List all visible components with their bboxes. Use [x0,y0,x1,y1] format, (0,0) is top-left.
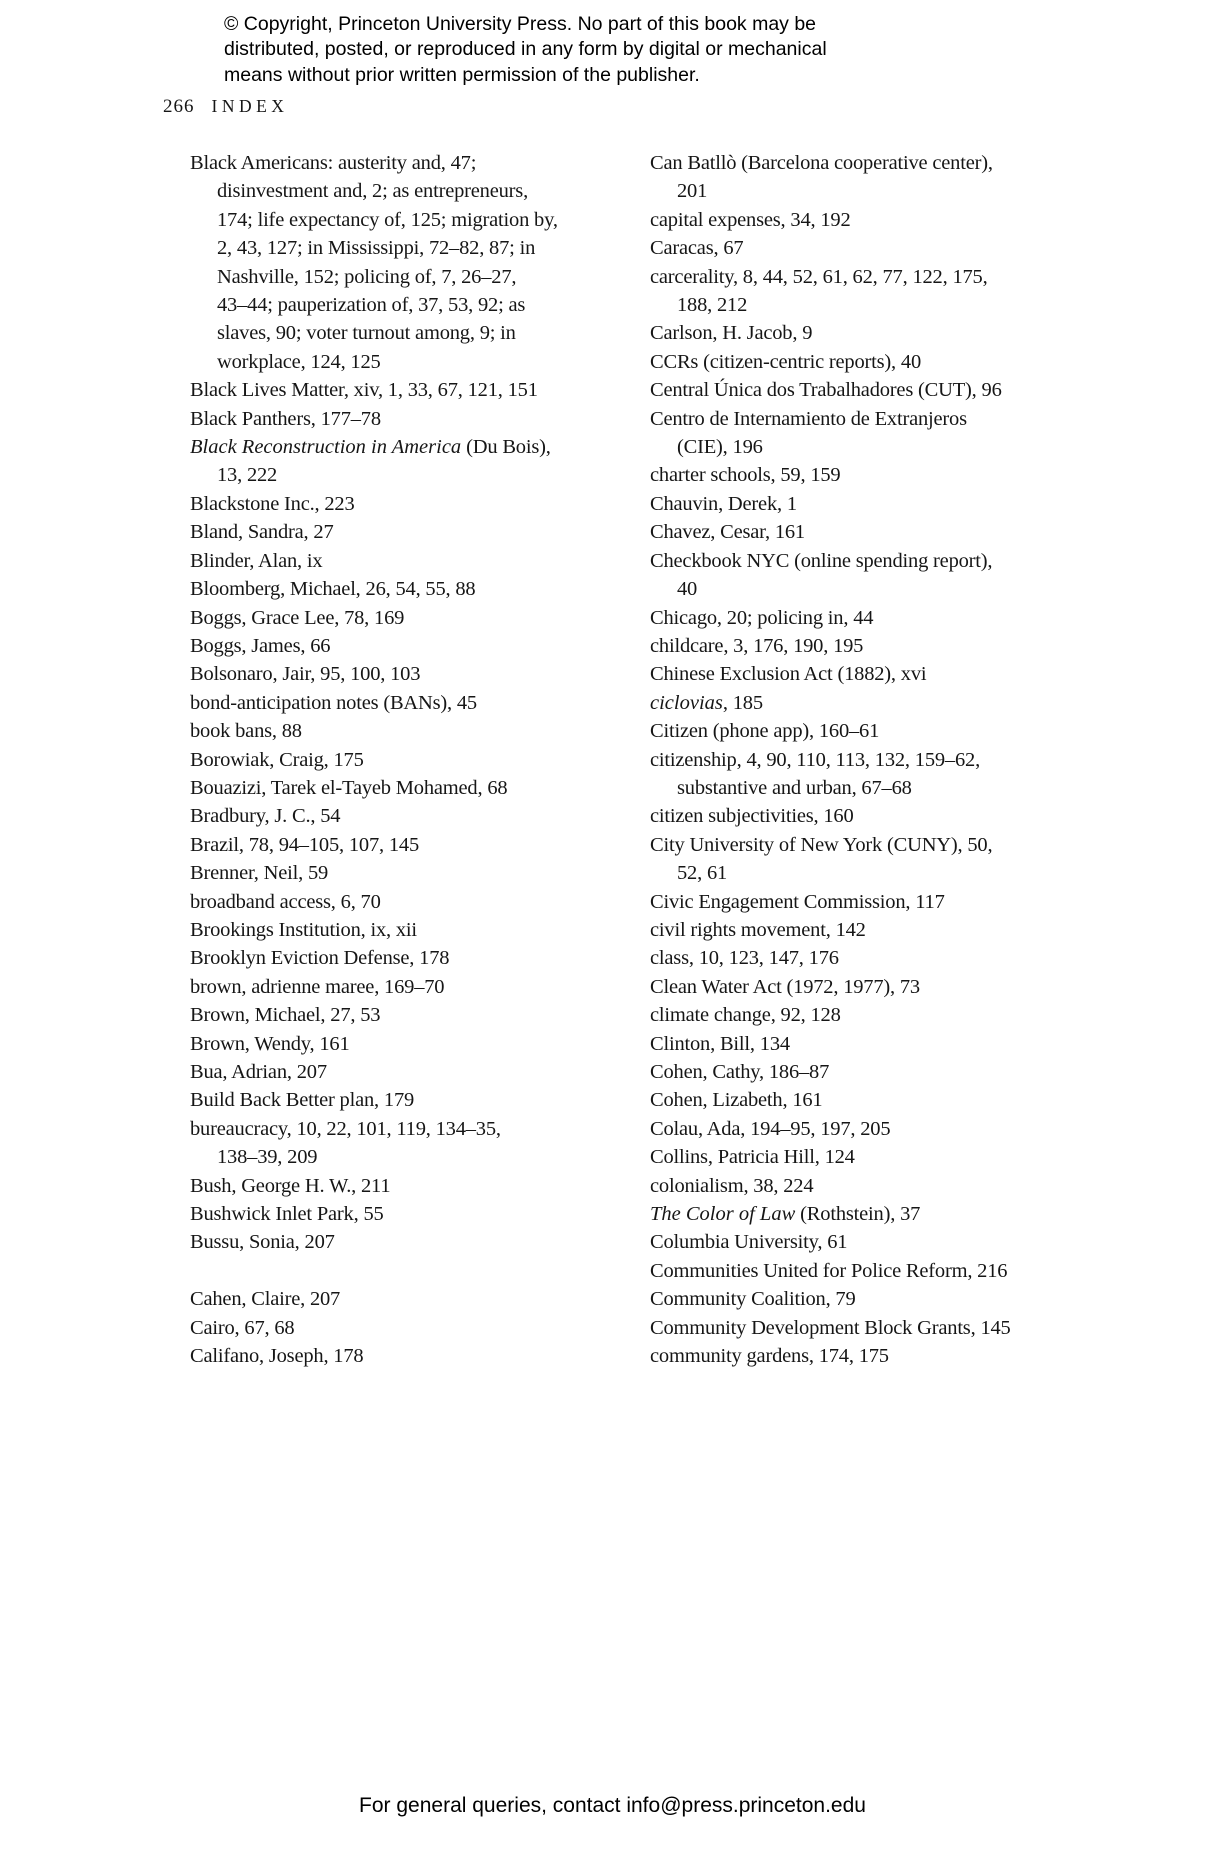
index-entry-line: Community Coalition, 79 [650,1288,856,1311]
index-entry [190,1285,620,1313]
index-entry-line: Bussu, Sonia, 207 [190,1231,335,1254]
index-entry [650,1285,1090,1313]
index-entry [190,405,620,433]
index-entry-line: Borowiak, Craig, 175 [190,748,364,771]
index-entry [650,1115,1090,1143]
index-entry [190,518,620,546]
index-entry [190,490,620,518]
index-entry-line: 2, 43, 127; in Mississippi, 72–82, 87; in [217,237,536,260]
index-entry [190,1030,620,1058]
index-entry [650,916,1090,944]
index-entry-line: Clean Water Act (1972, 1977), 73 [650,975,920,998]
index-entry [190,1172,620,1200]
index-entry [650,973,1090,1001]
index-entry-line: Columbia University, 61 [650,1231,848,1254]
index-entry-line: Brooklyn Eviction Defense, 178 [190,947,450,970]
index-entry [190,604,620,632]
index-entry-line: Blackstone Inc., 223 [190,492,355,515]
index-entry-line: Cairo, 67, 68 [190,1316,295,1339]
index-entry-line: Centro de Internamiento de Extranjeros [650,407,967,430]
index-entry-line: Boggs, James, 66 [190,634,331,657]
index-entry [650,348,1090,376]
index-entry [190,632,620,660]
index-entry [650,802,1090,830]
index-entry [650,405,1090,462]
left-column [190,149,620,1370]
index-entry [190,916,620,944]
index-entry-line: bond-anticipation notes (BANs), 45 [190,691,477,714]
index-entry [650,1086,1090,1114]
index-entry-line: Black Americans: austerity and, 47; [190,152,477,174]
index-entry-line: Brookings Institution, ix, xii [190,918,417,941]
index-entry [650,1228,1090,1256]
index-entry-line: workplace, 124, 125 [217,350,381,373]
index-entry [650,1200,1090,1228]
index-entry-line: brown, adrienne maree, 169–70 [190,975,445,998]
index-entry-line: Blinder, Alan, ix [190,549,323,572]
index-entry-line: citizen subjectivities, 160 [650,805,854,828]
index-entry-line: climate change, 92, 128 [650,1004,841,1027]
index-entry-line: 43–44; pauperization of, 37, 53, 92; as [217,294,526,317]
index-entry-line: civil rights movement, 142 [650,918,866,941]
index-entry [650,689,1090,717]
index-entry [190,859,620,887]
index-entry [650,1314,1090,1342]
index-entry-line: Califano, Joseph, 178 [190,1345,364,1368]
index-entry-line: Colau, Ada, 194–95, 197, 205 [650,1117,891,1140]
index-entry-line: Bua, Adrian, 207 [190,1061,327,1083]
index-entry-line: citizenship, 4, 90, 110, 113, 132, 159–62, [650,748,981,771]
right-column [650,149,1090,1370]
index-entry-line: book bans, 88 [190,720,302,743]
index-entry-line: class, 10, 123, 147, 176 [650,947,839,970]
index-entry-line: 52, 61 [677,862,728,885]
copyright-line: distributed, posted, or reproduced in any form by digital or mechanical [224,38,827,61]
index-entry [190,660,620,688]
page-header [163,96,288,118]
index-entry-line: ciclovias, 185 [650,691,763,714]
index-entry-line: Community Development Block Grants, 145 [650,1316,1011,1339]
index-entry-line: Checkbook NYC (online spending report), [650,549,993,572]
index-entry [650,1257,1090,1285]
index-entry-line: Citizen (phone app), 160–61 [650,720,880,743]
index-entry [190,433,620,490]
index-entry-line: Clinton, Bill, 134 [650,1032,790,1055]
index-entry [190,1001,620,1029]
copyright-line: © Copyright, Princeton University Press. No part of this book may be [224,13,817,35]
copyright-line: means without prior written permission of the publisher. [224,63,700,86]
index-entry [190,689,620,717]
index-entry-line: disinvestment and, 2; as entrepreneurs, [217,180,529,203]
index-entry-line: Carlson, H. Jacob, 9 [650,322,813,345]
index-entry-line: Central Única dos Trabalhadores (CUT), 96 [650,379,1002,402]
index-entry-line: Bloomberg, Michael, 26, 54, 55, 88 [190,578,476,601]
index-entry-line: Bland, Sandra, 27 [190,521,334,544]
index-entry [190,717,620,745]
index-entry-line: Bolsonaro, Jair, 95, 100, 103 [190,663,421,686]
index-entry [650,1030,1090,1058]
index-entry [650,604,1090,632]
index-entry-line: Can Batllò (Barcelona cooperative center), [650,152,993,174]
index-entry-line: Bush, George H. W., 211 [190,1174,391,1197]
index-entry-line: Chinese Exclusion Act (1882), xvi [650,663,927,686]
index-entry-line: 40 [677,578,698,601]
index-entry-line: charter schools, 59, 159 [650,464,841,487]
index-entry-line: 13, 222 [217,464,278,487]
index-entry [650,319,1090,347]
index-entry-line: Black Reconstruction in America (Du Bois), [190,436,551,459]
index-entry [190,746,620,774]
index-entry [650,717,1090,745]
index-entry-line: slaves, 90; voter turnout among, 9; in [217,322,516,345]
index-entry [190,1228,620,1256]
index-entry-line: Bushwick Inlet Park, 55 [190,1203,384,1226]
index-entry-line: Communities United for Police Reform, 216 [650,1259,1008,1282]
index-entry-line: Cahen, Claire, 207 [190,1288,341,1311]
page-number: 266 [163,96,195,117]
index-entry-line: Black Lives Matter, xiv, 1, 33, 67, 121, 151 [190,379,538,402]
index-entry [650,888,1090,916]
index-entry [650,831,1090,888]
index-entry [190,1342,620,1370]
index-entry [650,376,1090,404]
index-entry-line: substantive and urban, 67–68 [677,776,912,799]
index-entry [650,944,1090,972]
index-entry-line: Nashville, 152; policing of, 7, 26–27, [217,265,517,288]
index-entry-line: Build Back Better plan, 179 [190,1089,415,1112]
index-entry-line: 138–39, 209 [217,1146,318,1169]
index-entry-line: 174; life expectancy of, 125; migration by, [217,208,558,231]
index-entry-line: (CIE), 196 [677,436,763,459]
index-entry [650,1143,1090,1171]
index-entry-line: 201 [677,180,708,203]
index-entry-line: 188, 212 [677,294,748,317]
index-entry-line: Brown, Michael, 27, 53 [190,1004,381,1027]
index-entry-line: The Color of Law (Rothstein), 37 [650,1203,921,1226]
index-entry-line: Collins, Patricia Hill, 124 [650,1146,855,1169]
index-entry-line: bureaucracy, 10, 22, 101, 119, 134–35, [190,1117,501,1140]
index-entry [190,973,620,1001]
index-entry [650,746,1090,803]
index-entry-line: Brown, Wendy, 161 [190,1032,350,1055]
index-entry [650,1172,1090,1200]
index-entry-line: Caracas, 67 [650,237,744,260]
index-entry [190,376,620,404]
index-entry [190,802,620,830]
index-entry [650,490,1090,518]
index-entry [190,1086,620,1114]
index-entry-line: carcerality, 8, 44, 52, 61, 62, 77, 122, 175, [650,265,988,288]
index-entry [650,1342,1090,1370]
running-title: INDEX [211,96,289,116]
index-entry [190,149,620,376]
footer-contact: For general queries, contact info@press.princeton.edu [359,1794,866,1817]
index-entry-line: Brazil, 78, 94–105, 107, 145 [190,833,419,856]
index-entry [190,575,620,603]
index-entry [650,234,1090,262]
index-entry-line: Bouazizi, Tarek el-Tayeb Mohamed, 68 [190,776,508,799]
index-entry [190,1314,620,1342]
index-entry-line: City University of New York (CUNY), 50, [650,833,993,856]
index-entry [650,1058,1090,1086]
index-entry [650,263,1090,320]
index-entry-line: Chavez, Cesar, 161 [650,521,805,544]
index-entry [190,1200,620,1228]
index-entry [650,206,1090,234]
index-entry-line: Boggs, Grace Lee, 78, 169 [190,606,405,629]
index-entry [190,1058,620,1086]
index-entry-line: Brenner, Neil, 59 [190,862,329,885]
index-entry-line: Cohen, Cathy, 186–87 [650,1061,830,1083]
index-entry-line: CCRs (citizen-centric reports), 40 [650,350,922,373]
index-entry [190,944,620,972]
index-entry [650,1001,1090,1029]
index-entry-line: colonialism, 38, 224 [650,1174,814,1197]
index-entry [650,461,1090,489]
index-entry [650,660,1090,688]
index-entry-line: capital expenses, 34, 192 [650,208,851,231]
index-entry-line: Bradbury, J. C., 54 [190,805,341,828]
index-entry-line: Cohen, Lizabeth, 161 [650,1089,823,1112]
index-entry-line: broadband access, 6, 70 [190,890,381,913]
index-entry [650,149,1090,206]
index-entry [190,547,620,575]
index-entry-line: Chicago, 20; policing in, 44 [650,606,874,629]
index-entry [650,518,1090,546]
index-entry [650,547,1090,604]
index-entry [190,774,620,802]
index-entry-line: childcare, 3, 176, 190, 195 [650,634,864,657]
index-entry [650,632,1090,660]
index-entry-line: Chauvin, Derek, 1 [650,492,797,515]
index-entry [190,888,620,916]
index-entry-line: Black Panthers, 177–78 [190,407,381,430]
index-entry-line: community gardens, 174, 175 [650,1345,889,1368]
index-entry [190,1115,620,1172]
index-entry-line: Civic Engagement Commission, 117 [650,890,945,913]
copyright-notice [224,12,827,88]
index-entry [190,831,620,859]
